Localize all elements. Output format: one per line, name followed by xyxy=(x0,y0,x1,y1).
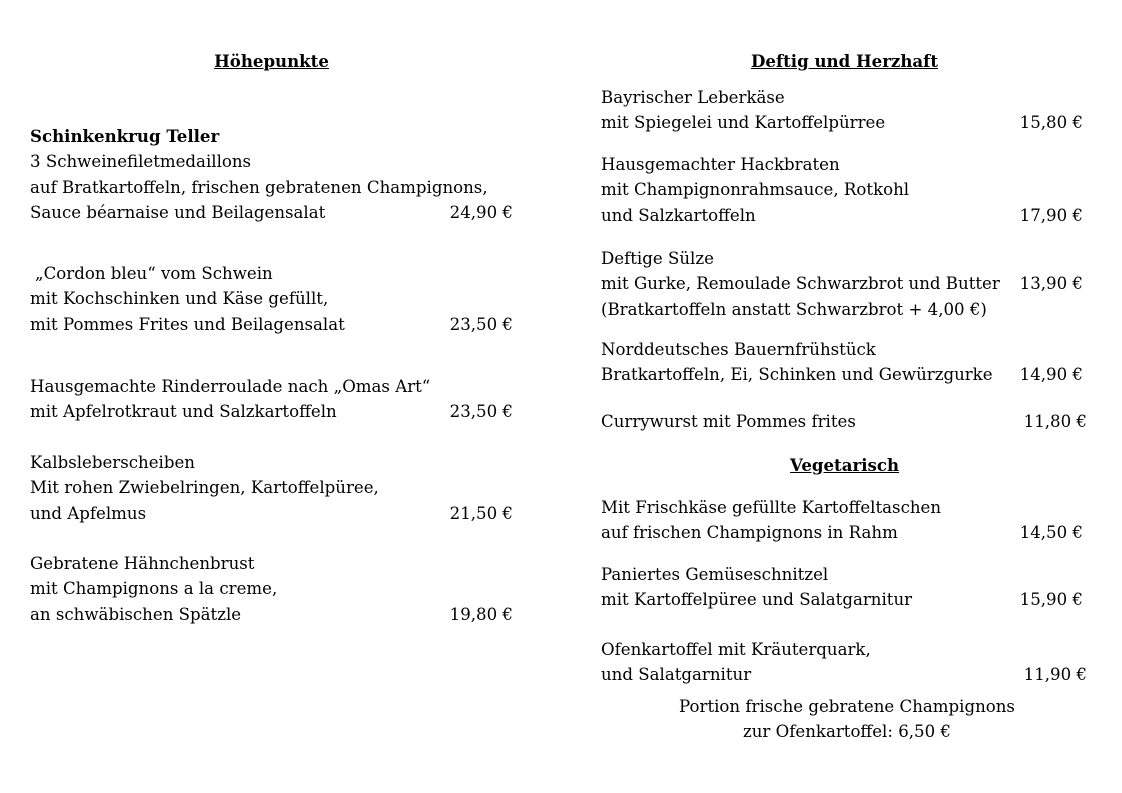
menu-item-title: Currywurst mit Pommes frites 11,80 € xyxy=(601,409,1088,434)
menu-item-price: 23,50 € xyxy=(449,314,513,334)
menu-item-description: auf Bratkartoffeln, frischen gebratenen Champignons, xyxy=(30,177,488,197)
menu-item-kartoffeltaschen xyxy=(601,495,1088,546)
menu-item-description: mit Apfelrotkraut und Salzkartoffeln 23,50 € xyxy=(30,399,513,424)
menu-item-price: 15,80 € xyxy=(1019,113,1083,133)
menu-item-description: Bratkartoffeln, Ei, Schinken und Gewürzgurke 14,90 € xyxy=(601,362,1088,387)
menu-item-title: Bayrischer Leberkäse xyxy=(601,88,785,107)
menu-item-bauernfruehstueck xyxy=(601,337,1088,388)
menu-item-description: und Salatgarnitur 11,90 € xyxy=(601,662,1088,687)
menu-item-haehnchenbrust xyxy=(30,551,513,627)
section-heading-deftig-und-herzhaft: Deftig und Herzhaft xyxy=(751,51,938,71)
menu-item-description: an schwäbischen Spätzle 19,80 € xyxy=(30,602,513,627)
menu-item-hackbraten xyxy=(601,152,1088,228)
menu-item-price: 19,80 € xyxy=(449,604,513,624)
menu-item-price: 14,90 € xyxy=(1019,365,1083,385)
menu-item-description: Sauce béarnaise und Beilagensalat 24,90 € xyxy=(30,200,513,225)
menu-item-description: und Apfelmus 21,50 € xyxy=(30,501,513,526)
menu-item-title: Paniertes Gemüseschnitzel xyxy=(601,565,829,584)
menu-item-description: mit Champignonrahmsauce, Rotkohl xyxy=(601,180,910,200)
menu-item-title: Kalbsleberscheiben xyxy=(30,453,195,472)
section-heading-vegetarisch: Vegetarisch xyxy=(789,455,900,475)
menu-item-price: 23,50 € xyxy=(449,402,513,422)
menu-item-rinderroulade xyxy=(30,374,513,425)
menu-item-title: Norddeutsches Bauernfrühstück xyxy=(601,340,876,359)
menu-item-price: 24,90 € xyxy=(449,203,513,223)
menu-item-description: mit Gurke, Remoulade Schwarzbrot und Butter 13,90 € xyxy=(601,271,1088,296)
menu-item-gemueseschnitzel xyxy=(601,562,1088,613)
menu-item-description: mit Kartoffelpüree und Salatgarnitur 15,90 € xyxy=(601,587,1088,612)
menu-item-leberkaese xyxy=(601,85,1088,136)
menu-item-title: Hausgemachter Hackbraten xyxy=(601,155,840,174)
menu-item-description: (Bratkartoffeln anstatt Schwarzbrot + 4,00 €) xyxy=(601,299,987,319)
menu-item-description: Mit rohen Zwiebelringen, Kartoffelpüree, xyxy=(30,478,379,498)
menu-item-price: 14,50 € xyxy=(1019,523,1083,543)
menu-item-price: 11,80 € xyxy=(1023,412,1087,431)
menu-item-price: 13,90 € xyxy=(1019,274,1083,294)
menu-item-title: Hausgemachte Rinderroulade nach „Omas Art“ xyxy=(30,377,431,396)
section-heading-hoehepunkte: Höhepunkte xyxy=(214,51,329,71)
menu-item-description: und Salzkartoffeln 17,90 € xyxy=(601,203,1088,228)
menu-item-description: 3 Schweinefiletmedaillons xyxy=(30,152,252,172)
menu-item-description: mit Champignons a la creme, xyxy=(30,579,278,599)
menu-item-description: mit Pommes Frites und Beilagensalat 23,50 € xyxy=(30,312,513,337)
menu-item-title: Gebratene Hähnchenbrust xyxy=(30,554,255,573)
note-line: Portion frische gebratene Champignons xyxy=(679,697,1015,716)
side-order-note xyxy=(601,694,1093,744)
menu-item-description: mit Spiegelei und Kartoffelpürree 15,80 € xyxy=(601,110,1088,135)
menu-item-title: Ofenkartoffel mit Kräuterquark, xyxy=(601,640,871,659)
menu-item-currywurst xyxy=(601,409,1088,434)
menu-item-title: Mit Frischkäse gefüllte Kartoffeltaschen xyxy=(601,498,942,517)
menu-item-suelze xyxy=(601,246,1088,322)
menu-item-title: Deftige Sülze xyxy=(601,249,714,268)
menu-item-price: 21,50 € xyxy=(449,503,513,523)
menu-item-price: 17,90 € xyxy=(1019,205,1083,225)
menu-item-kalbsleberscheiben xyxy=(30,450,513,526)
menu-item-ofenkartoffel xyxy=(601,637,1088,688)
menu-item-description: auf frischen Champignons in Rahm 14,50 € xyxy=(601,520,1088,545)
menu-item-cordon-bleu xyxy=(30,261,513,337)
menu-item-schinkenkrug-teller xyxy=(30,124,513,226)
menu-item-description: mit Kochschinken und Käse gefüllt, xyxy=(30,289,329,309)
menu-item-price: 15,90 € xyxy=(1019,590,1083,610)
menu-item-title: „Cordon bleu“ vom Schwein xyxy=(35,264,273,283)
menu-item-title: Schinkenkrug Teller xyxy=(30,126,220,146)
note-line: zur Ofenkartoffel: 6,50 € xyxy=(743,722,951,741)
menu-item-price: 11,90 € xyxy=(1023,665,1087,685)
